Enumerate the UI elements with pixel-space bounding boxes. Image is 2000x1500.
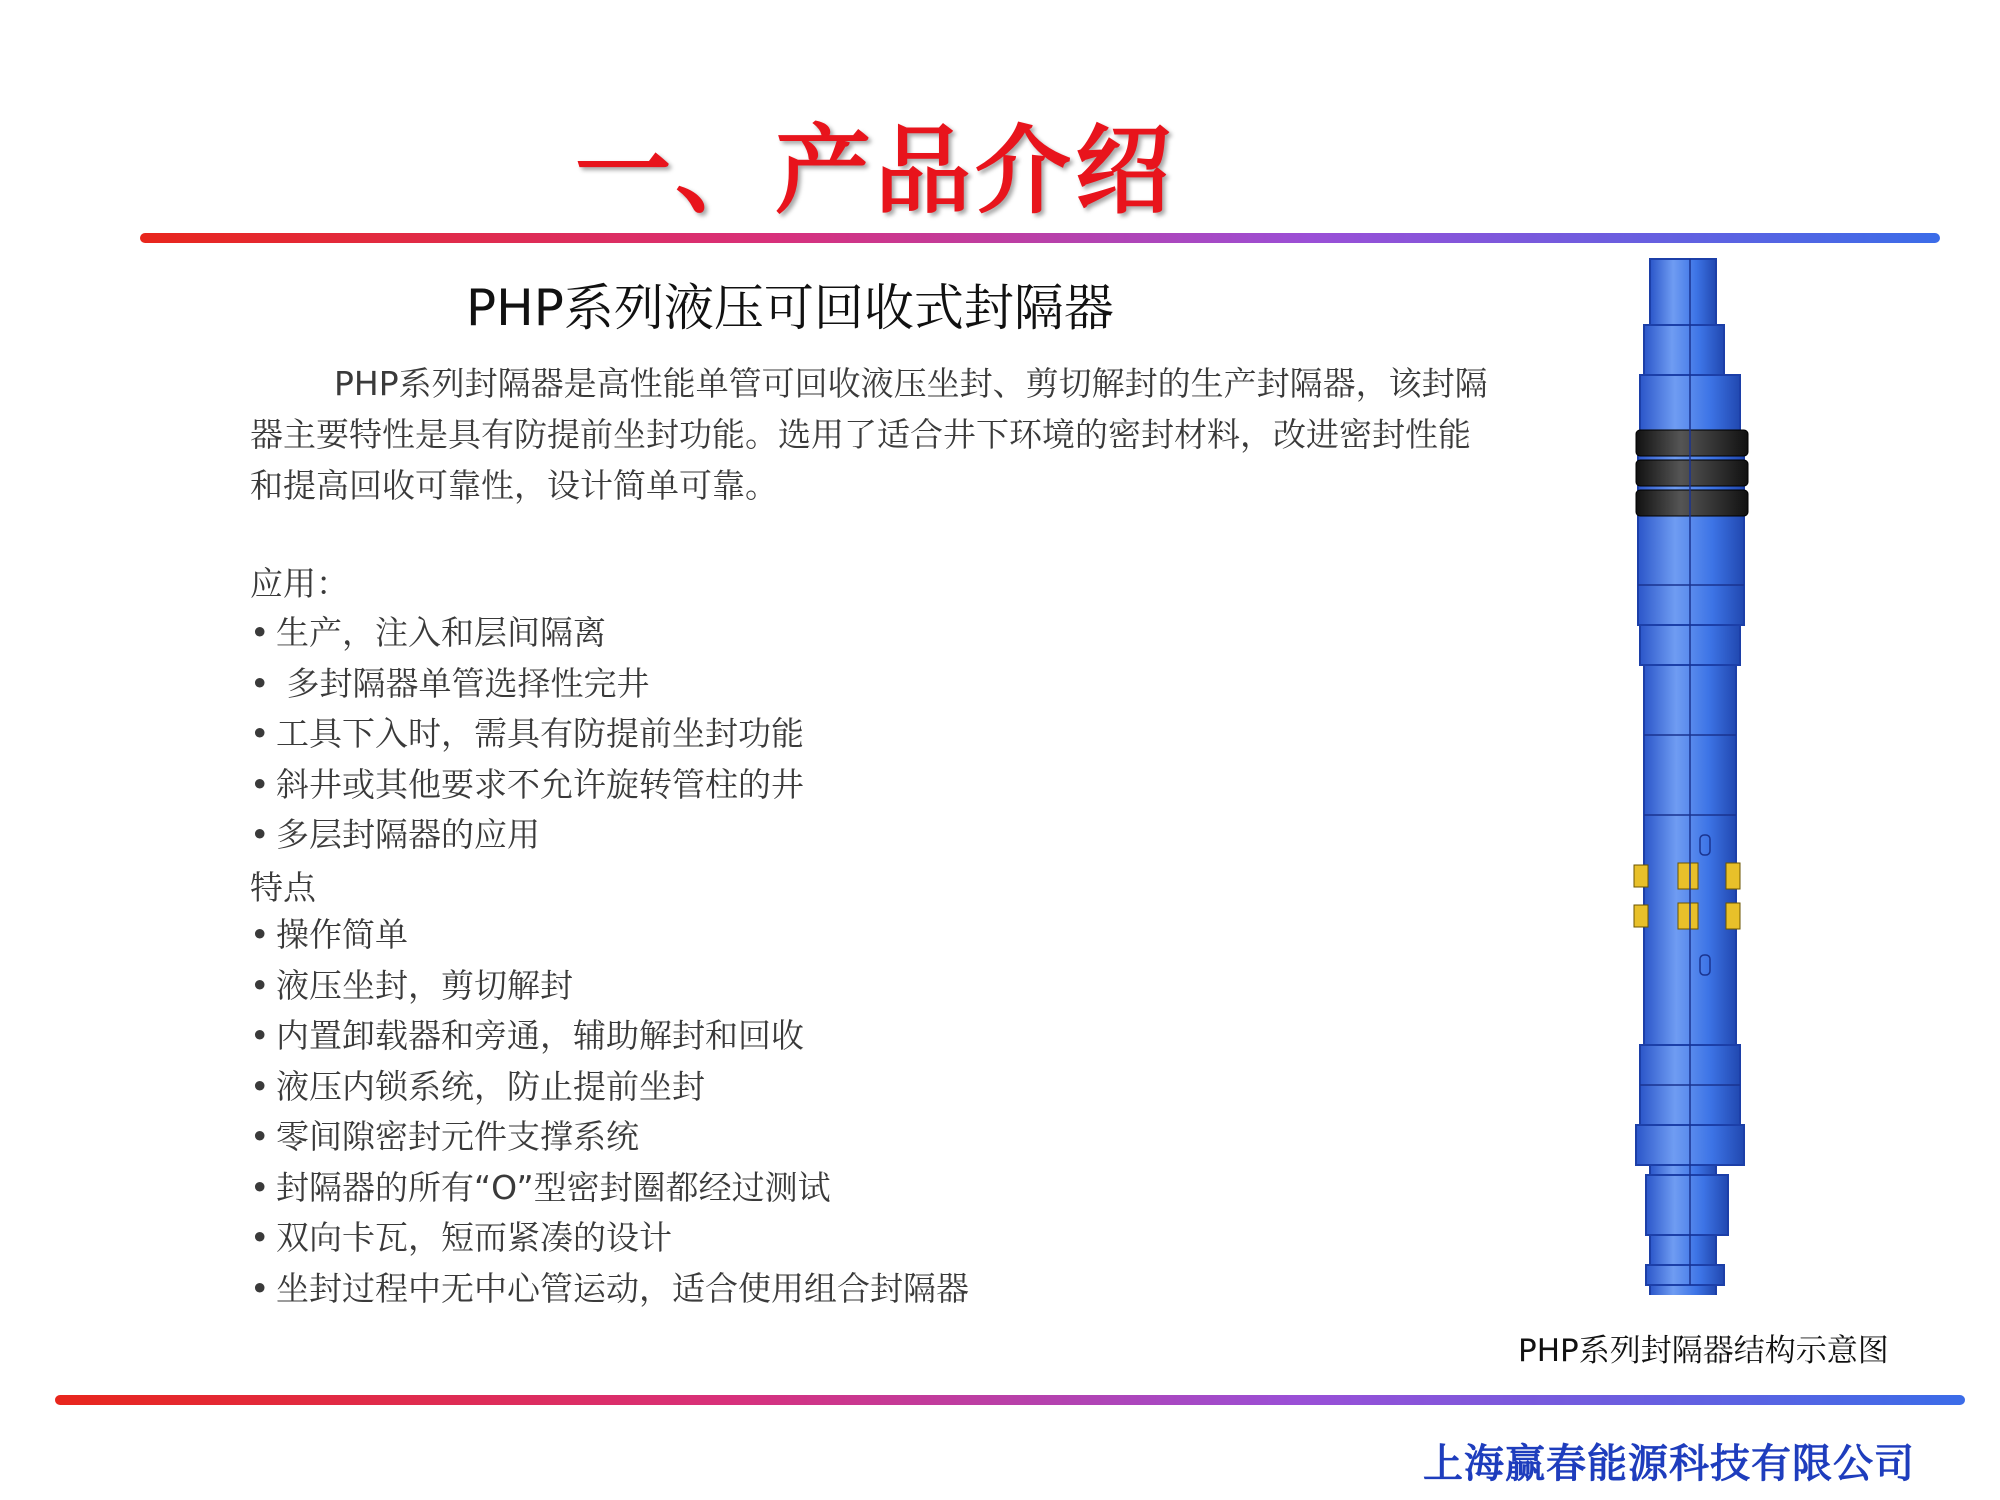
list-item: • 液压内锁系统，防止提前坐封: [250, 1062, 969, 1113]
list-item: • 坐封过程中无中心管运动，适合使用组合封隔器: [250, 1264, 969, 1315]
bullet-icon: •: [250, 764, 270, 804]
product-name: PHP系列液压可回收式封隔器: [466, 279, 1114, 337]
list-item: • 多层封隔器的应用: [250, 810, 804, 861]
list-item: • 液压坐封，剪切解封: [250, 961, 969, 1012]
bullet-icon: •: [250, 1167, 270, 1207]
bullet-icon: •: [250, 1016, 270, 1055]
packer-diagram: [1630, 255, 1770, 1295]
list-item: • 生产，注入和层间隔离: [250, 608, 804, 659]
bullet-icon: •: [250, 613, 270, 652]
bullet-icon: •: [250, 1268, 270, 1308]
bullet-icon: •: [250, 1066, 270, 1106]
bottom-divider: [55, 1395, 1965, 1405]
features-heading: 特点: [250, 868, 316, 907]
bullet-icon: •: [250, 663, 270, 703]
diagram-caption: PHP系列封隔器结构示意图: [1518, 1333, 1889, 1369]
bullet-icon: •: [250, 1218, 270, 1257]
list-item: • 封隔器的所有“O”型密封圈都经过测试: [250, 1163, 969, 1214]
list-item: • 多封隔器单管选择性完井: [250, 659, 804, 710]
list-item: • 零间隙密封元件支撑系统: [250, 1112, 969, 1163]
bullet-icon: •: [250, 915, 270, 954]
bullet-icon: •: [250, 1117, 270, 1156]
sealing-elements-icon: [1636, 430, 1748, 516]
list-item: • 双向卡瓦，短而紧凑的设计: [250, 1213, 969, 1264]
company-name: 上海赢春能源科技有限公司: [1423, 1441, 1915, 1487]
list-item: • 工具下入时，需具有防提前坐封功能: [250, 709, 804, 760]
bullet-icon: •: [250, 815, 270, 854]
bullet-icon: •: [250, 965, 270, 1005]
list-item: • 斜井或其他要求不允许旋转管柱的井: [250, 760, 804, 811]
applications-heading: 应用：: [250, 564, 349, 603]
features-list: [250, 910, 969, 1314]
applications-list: [250, 608, 804, 861]
list-item: • 内置卸载器和旁通，辅助解封和回收: [250, 1011, 969, 1062]
product-intro: PHP系列封隔器是高性能单管可回收液压坐封、剪切解封的生产封隔器，该封隔器主要特性是具有防提前坐封功能。选用了适合井下环境的密封材料，改进密封性能和提高回收可靠性，设计简单可靠。: [250, 364, 1488, 505]
top-divider: [140, 233, 1940, 243]
bullet-icon: •: [250, 714, 270, 753]
page-title: 一、产品介绍: [575, 115, 1175, 227]
list-item: • 操作简单: [250, 910, 969, 961]
